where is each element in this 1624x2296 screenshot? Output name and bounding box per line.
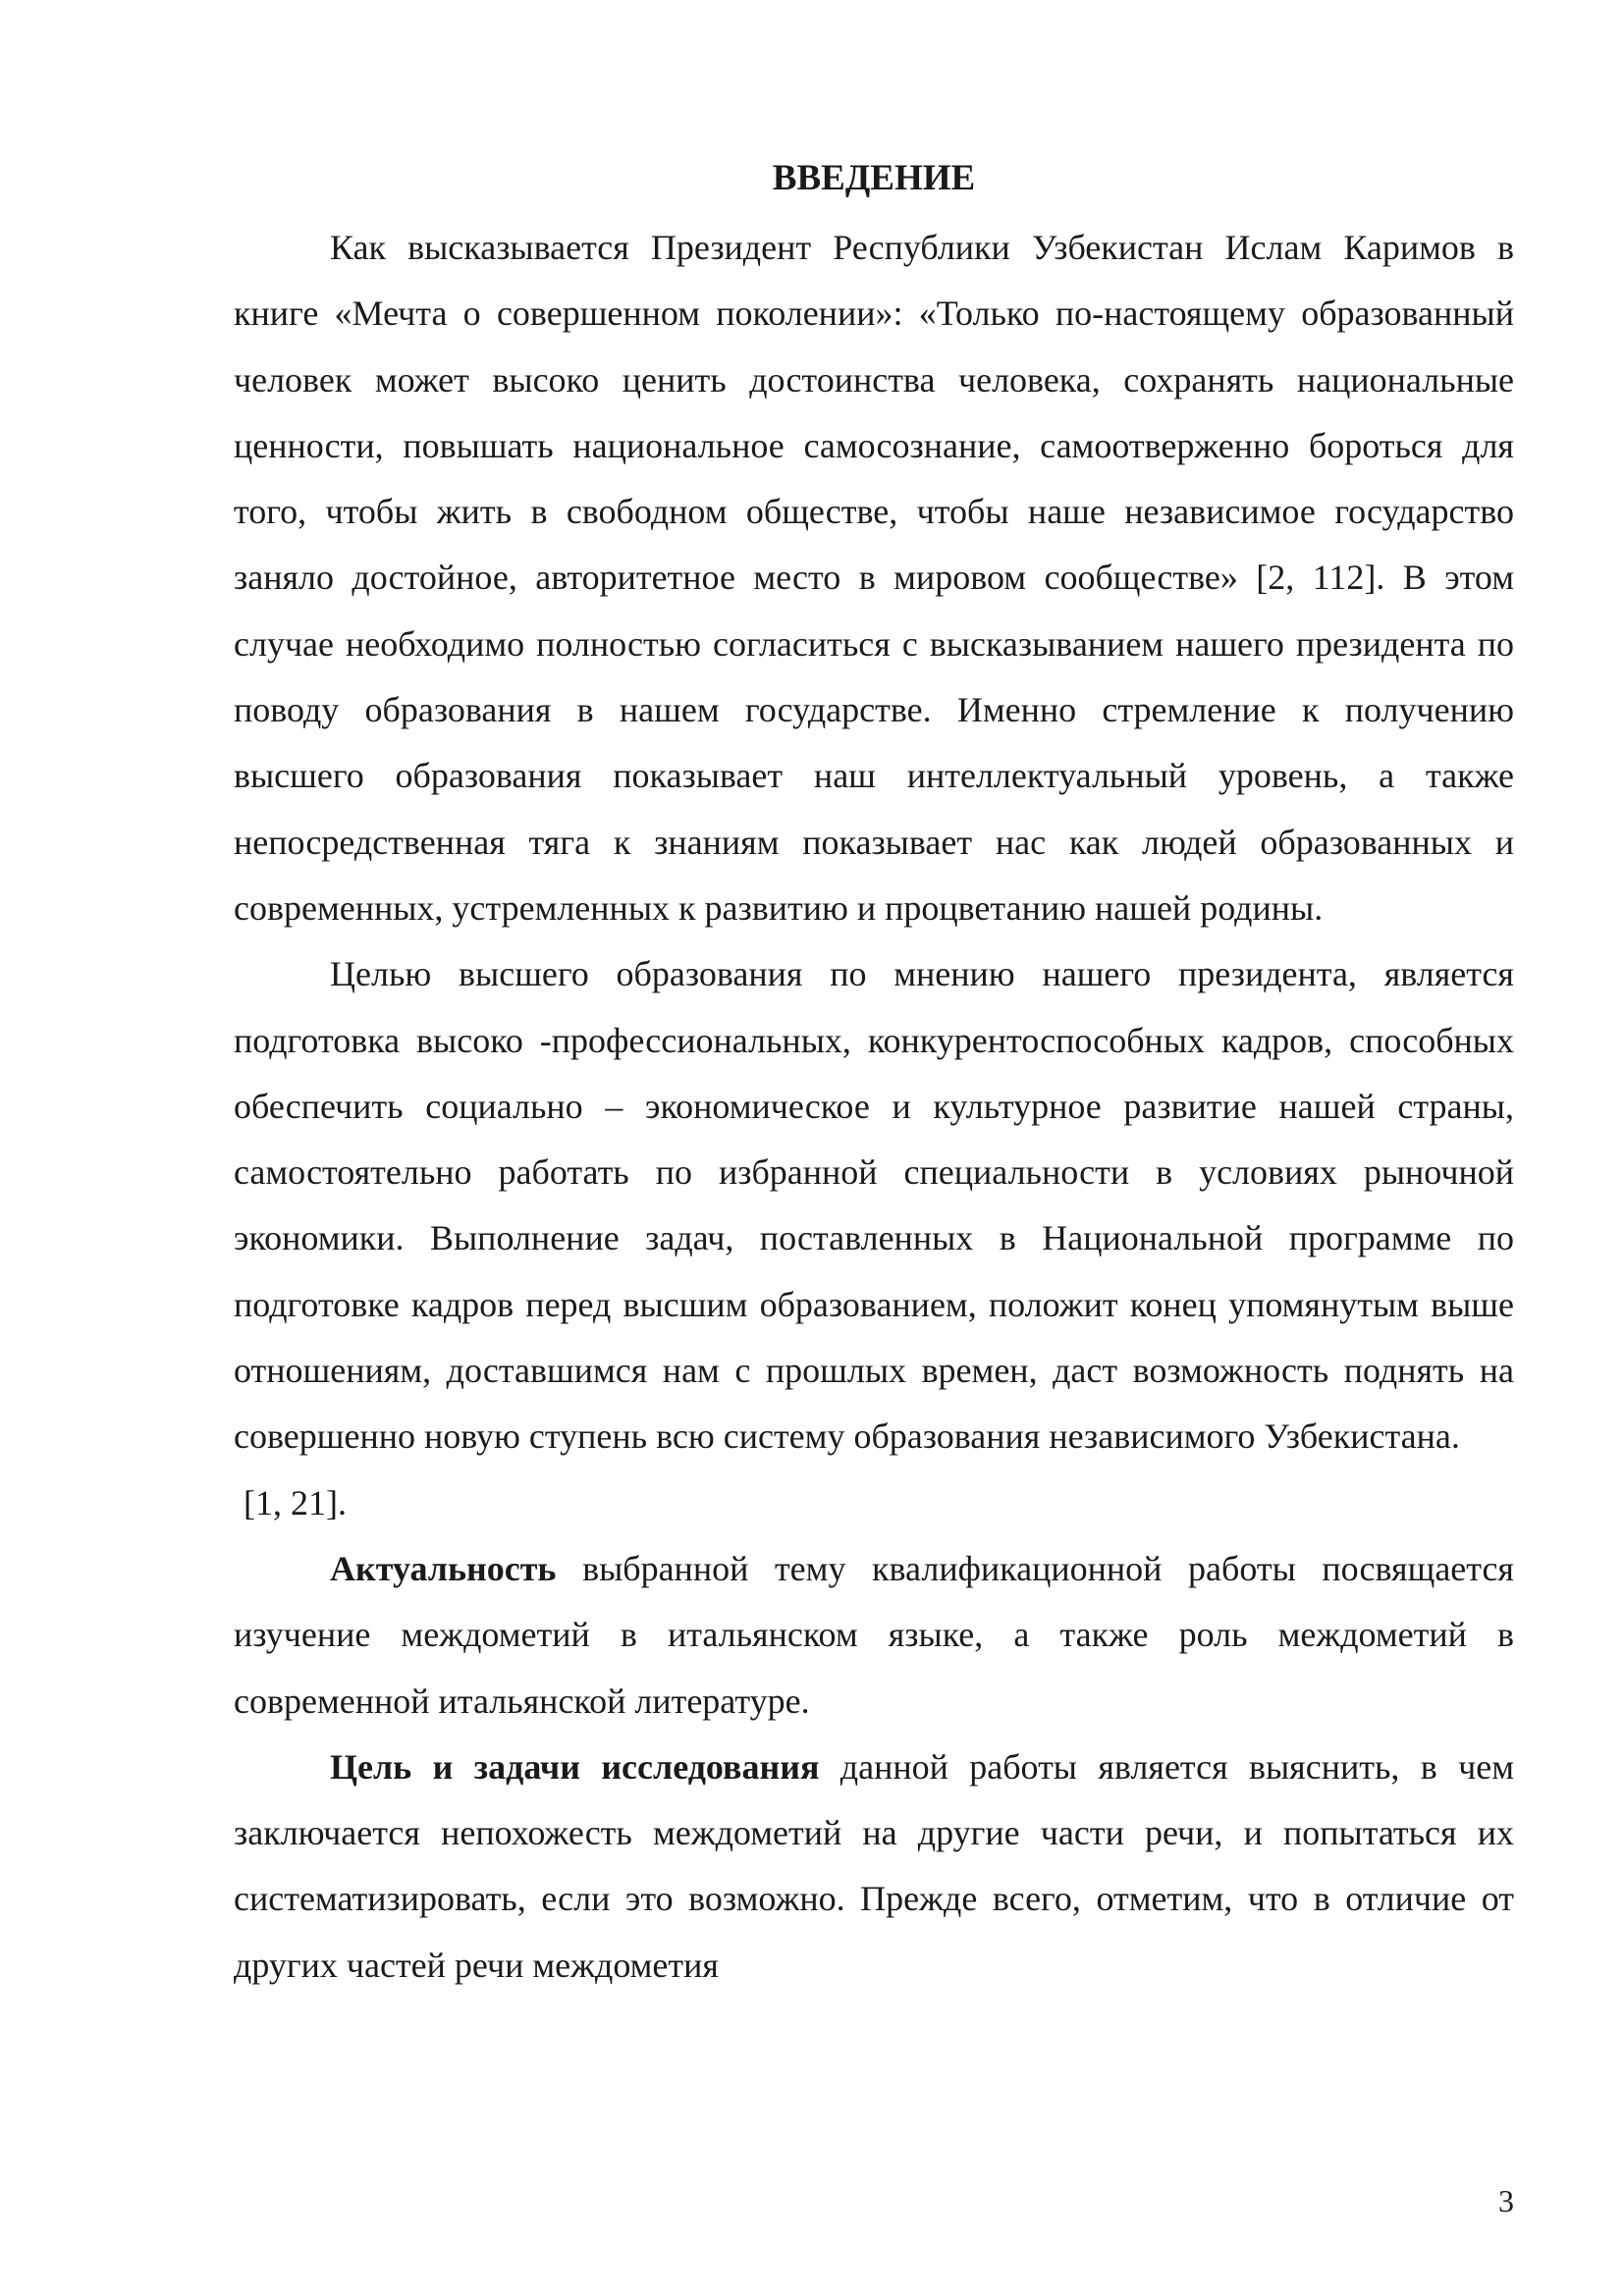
paragraph-introduction-quote: Как высказывается Президент Республики Узбекистан Ислам Каримов в книге «Мечта о совершенном поколении»: «Только по-настоящему образованный человек может высоко ценить достоинства человека, сохранять национальные ценности, повышать национальное самосознание, самоотверженно бороться для того, чтобы жить в свободном обществе, чтобы наше независимое государство заняло достойное, авторитетное место в мировом сообществе» [2, 112]. В этом случае необходимо полностью согласиться с высказыванием нашего президента по поводу образования в нашем государстве. Именно стремление к получению высшего образования показывает наш интеллектуальный уровень, а также непосредственная тяга к знаниям показывает нас как людей образованных и современных, устремленных к развитию и процветанию нашей родины. xyxy=(234,228,1514,928)
document-title: ВВЕДЕНИЕ xyxy=(772,158,976,198)
relevance-text: выбранной тему квалификационной работы посвящается изучение междометий в итальянском языке, а также роль междометий в современной итальянской литературе. xyxy=(234,1548,1514,1721)
paragraph-higher-education-goal: Целью высшего образования по мнению нашего президента, является подготовка высоко -профессиональных, конкурентоспособных кадров, способных обеспечить социально – экономическое и культурное развитие нашей страны, самостоятельно работать по избранной специальности в условиях рыночной экономики. Выполнение задач, поставленных в Национальной программе по подготовке кадров перед высшим образованием, положит конец упомянутым выше отношениям, доставшимся нам с прошлых времен, даст возможность поднять на совершенно новую ступень всю систему образования независимого Узбекистана. xyxy=(234,954,1514,1457)
relevance-heading: Актуальность xyxy=(330,1548,557,1588)
paragraph-goals-and-tasks xyxy=(234,1735,1514,1999)
citation-reference: [1, 21]. xyxy=(244,1482,347,1522)
goals-heading: Цель и задачи исследования xyxy=(330,1746,820,1787)
page-number: 3 xyxy=(1498,2183,1514,2218)
goals-text: данной работы является выяснить, в чем заключается непохожесть междометий на другие части речи, и попытаться их систематизировать, если это возможно. Прежде всего, отметим, что в отличие от других частей речи междометия xyxy=(234,1746,1514,1985)
document-body xyxy=(234,215,1514,1999)
paragraph-relevance xyxy=(234,1536,1514,1735)
